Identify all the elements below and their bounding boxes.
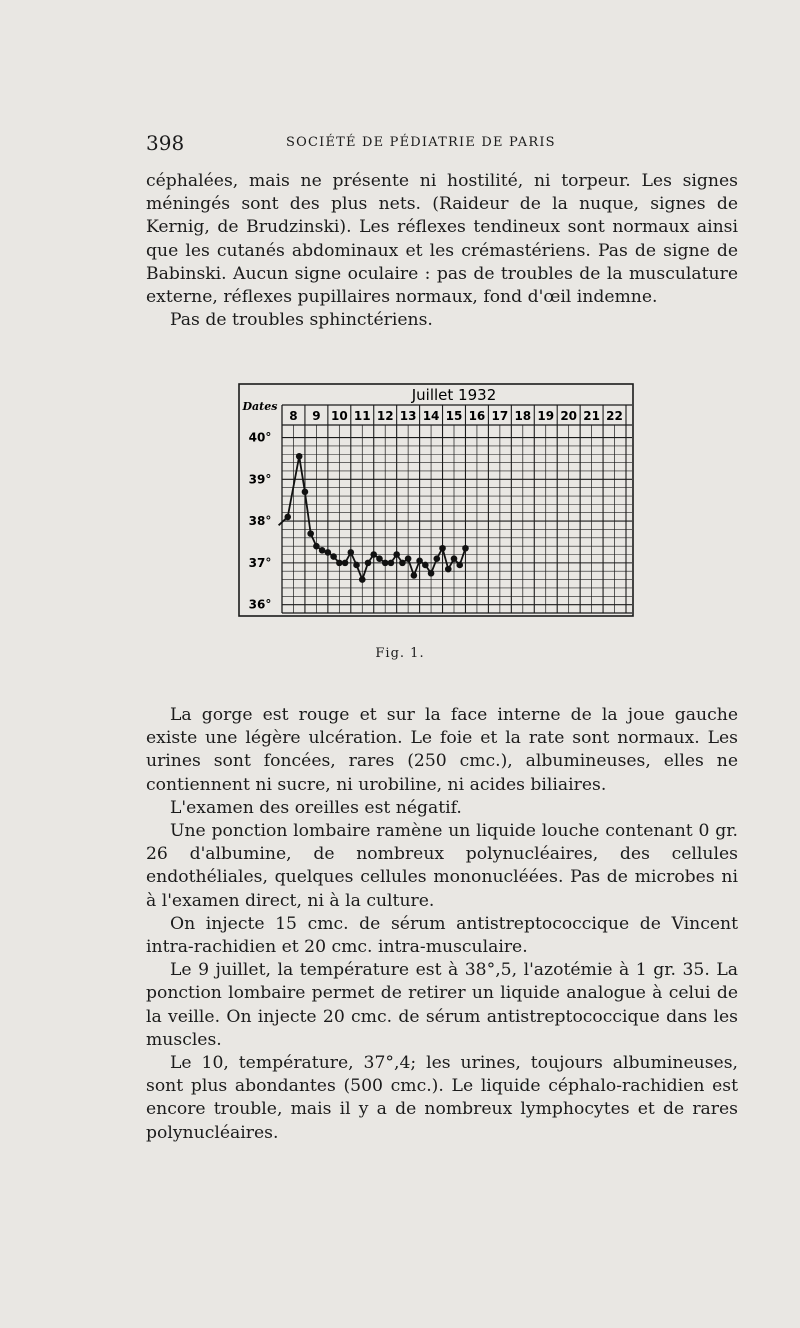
page-header — [146, 131, 644, 155]
temperature-point — [428, 570, 435, 577]
temperature-point — [370, 551, 377, 558]
temperature-point — [359, 576, 366, 583]
temperature-point — [451, 555, 458, 562]
paragraph: L'examen des oreilles est négatif. — [170, 797, 462, 818]
x-tick-label: 18 — [514, 409, 532, 423]
temperature-point — [313, 543, 320, 550]
paragraph: Une ponction lombaire ramène un liquide louche contenant 0 gr. 26 d'albumine, de nombreux polynucléaires, des cellules endothéliales, quelques cellules mononucléées. Pas de microbes ni à l'examen direct, ni à la culture. — [146, 821, 738, 911]
temperature-chart-svg — [238, 383, 634, 619]
y-tick-label: 39° — [248, 472, 272, 487]
temperature-point — [411, 572, 418, 579]
temperature-point — [462, 545, 469, 552]
x-tick-label: 15 — [445, 409, 463, 423]
temperature-point — [353, 562, 360, 569]
y-tick-label: 38° — [248, 514, 272, 529]
temperature-point — [296, 453, 303, 460]
temperature-chart — [238, 383, 634, 619]
x-tick-label: 9 — [312, 409, 321, 423]
temperature-point — [307, 530, 314, 537]
temperature-point — [376, 555, 383, 562]
temperature-point — [336, 560, 343, 567]
x-tick-label: 21 — [583, 409, 600, 423]
temperature-point — [348, 549, 355, 556]
paragraph: Le 9 juillet, la température est à 38°,5, l'azotémie à 1 gr. 35. La ponction lombaire permet de retirer un liquide analogue à celui de la veille. On injecte 20 cmc. de sérum antistreptococcique dans les muscles. — [146, 960, 738, 1050]
x-tick-label: 10 — [330, 409, 348, 423]
temperature-point — [456, 562, 463, 569]
x-tick-label: 19 — [537, 409, 555, 423]
paragraph: Pas de troubles sphinctériens. — [170, 310, 433, 331]
temperature-point — [405, 555, 412, 562]
x-tick-label: 17 — [491, 409, 509, 423]
x-tick-label: 8 — [289, 409, 298, 423]
temperature-point — [439, 545, 446, 552]
temperature-point — [325, 549, 332, 556]
x-tick-label: 13 — [399, 409, 417, 423]
temperature-point — [284, 514, 291, 521]
temperature-point — [319, 547, 326, 554]
paragraph: La gorge est rouge et sur la face interne de la joue gauche existe une légère ulcération. Le foie et la rate sont normaux. Les urines sont foncées, rares (250 cmc.), albumineuses, elles ne contiennent ni sucre, ni urobiline, ni acides biliaires. — [146, 705, 738, 795]
temperature-point — [422, 562, 429, 569]
x-tick-label: 20 — [560, 409, 578, 423]
y-tick-label: 36° — [248, 597, 272, 612]
page-number: 398 — [146, 131, 185, 155]
paragraph: Le 10, température, 37°,4; les urines, toujours albumineuses, sont plus abondantes (500 cmc.). Le liquide céphalo-rachidien est encore trouble, mais il y a de nombreux lymphocytes et de rares polynucléaires. — [146, 1053, 738, 1143]
figure-caption: Fig. 1. — [375, 646, 425, 661]
temperature-point — [388, 560, 395, 567]
x-tick-label: 12 — [376, 409, 394, 423]
temperature-point — [393, 551, 400, 558]
corner-label: Dates — [242, 400, 278, 413]
x-tick-label: 11 — [353, 409, 371, 423]
temperature-point — [365, 560, 372, 567]
temperature-point — [342, 560, 349, 567]
y-tick-label: 40° — [248, 430, 272, 445]
x-tick-label: 22 — [606, 409, 623, 423]
chart-title: Juillet 1932 — [411, 386, 497, 404]
temperature-point — [330, 553, 337, 560]
temperature-point — [382, 560, 389, 567]
x-tick-label: 16 — [468, 409, 486, 423]
paragraph: On injecte 15 cmc. de sérum antistreptococcique de Vincent intra-rachidien et 20 cmc. intra-musculaire. — [146, 913, 738, 958]
text-block-top — [146, 170, 738, 332]
temperature-point — [399, 560, 406, 567]
running-title: SOCIÉTÉ DE PÉDIATRIE DE PARIS — [286, 135, 556, 150]
temperature-point — [434, 555, 441, 562]
temperature-point — [416, 557, 423, 564]
text-block-bottom — [146, 704, 738, 1145]
x-tick-label: 14 — [422, 409, 440, 423]
paragraph-continued: céphalées, mais ne présente ni hostilité, ni torpeur. Les signes méningés sont des plus nets. (Raideur de la nuque, signes de Kernig, de Brudzinski). Les réflexes tendineux sont normaux ainsi que les cutanés abdominaux et les crémastériens. Pas de signe de Babinski. Aucun signe oculaire : pas de troubles de la musculature externe, réflexes pupillaires normaux, fond d'œil indemne. — [146, 171, 738, 308]
y-tick-label: 37° — [248, 555, 272, 570]
temperature-point — [445, 566, 452, 573]
temperature-point — [302, 489, 309, 496]
